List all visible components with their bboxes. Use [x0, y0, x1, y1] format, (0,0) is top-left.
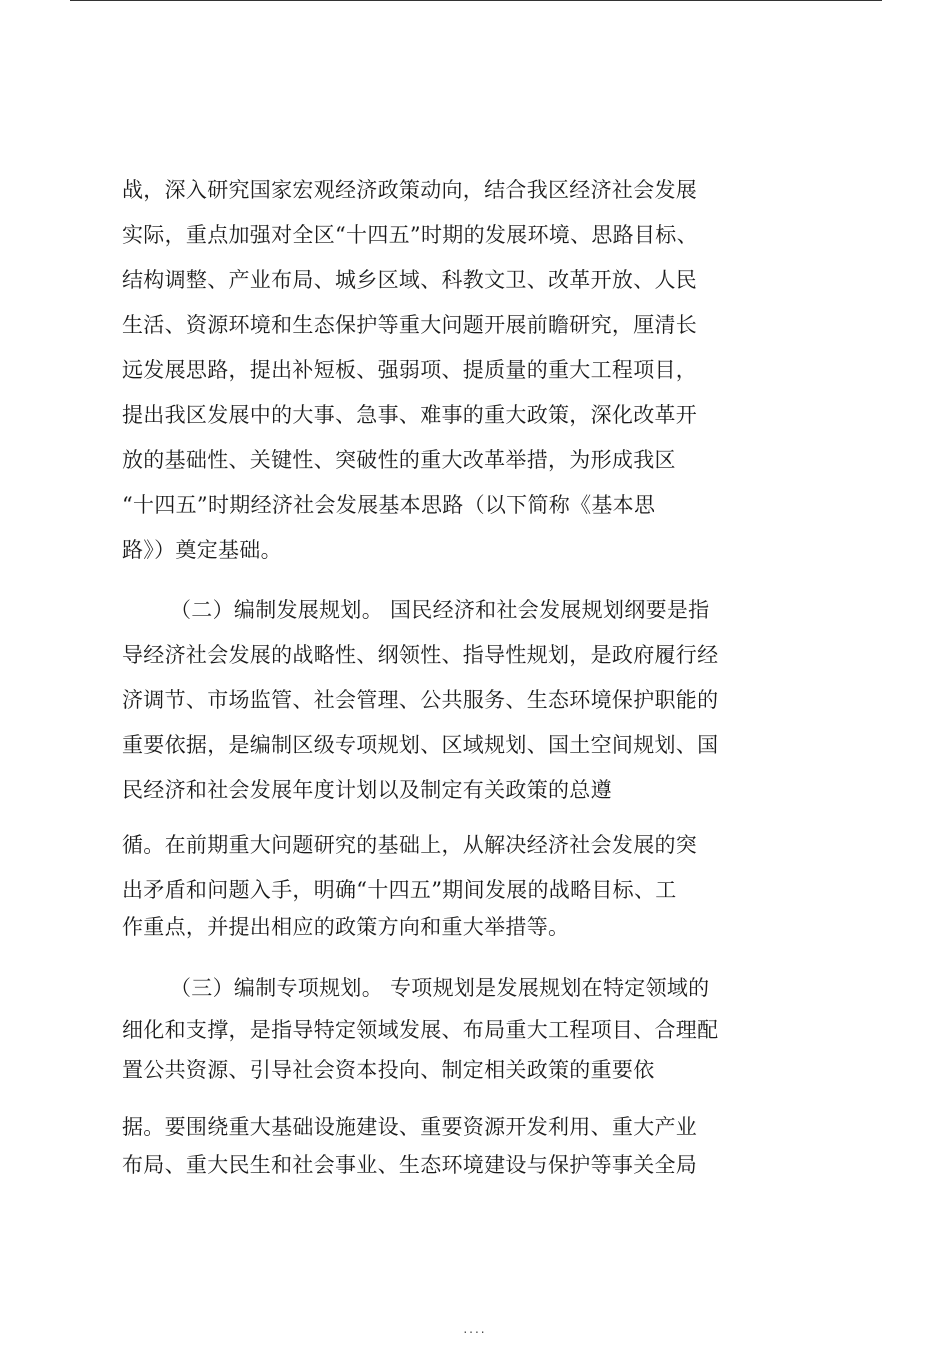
text-line: 战，深入研究国家宏观经济政策动向，结合我区经济社会发展 — [122, 178, 698, 202]
top-rule — [70, 0, 882, 1]
text-line: “十四五”时期经济社会发展基本思路（以下简称《基本思 — [122, 493, 656, 517]
text-line: 放的基础性、关键性、突破性的重大改革举措，为形成我区 — [122, 448, 676, 472]
paragraph-heading-line: （三）编制专项规划。 专项规划是发展规划在特定领域的 — [170, 976, 710, 1000]
text-line: 布局、重大民生和社会事业、生态环境建设与保护等事关全局 — [122, 1153, 698, 1177]
text-line: 作重点，并提出相应的政策方向和重大举措等。 — [122, 915, 570, 939]
page-footer-marker: .... — [463, 1322, 487, 1336]
text-line: 民经济和社会发展年度计划以及制定有关政策的总遵 — [122, 778, 612, 802]
text-line: 循。在前期重大问题研究的基础上，从解决经济社会发展的突 — [122, 833, 698, 857]
text-line: 路》）奠定基础。 — [122, 538, 282, 562]
paragraph-heading-line: （二）编制发展规划。 国民经济和社会发展规划纲要是指 — [170, 598, 710, 622]
text-line: 提出我区发展中的大事、急事、难事的重大政策，深化改革开 — [122, 403, 698, 427]
text-line: 细化和支撑，是指导特定领域发展、布局重大工程项目、合理配 — [122, 1018, 719, 1042]
text-line: 远发展思路，提出补短板、强弱项、提质量的重大工程项目， — [122, 358, 698, 382]
text-line: 置公共资源、引导社会资本投向、制定相关政策的重要依 — [122, 1058, 655, 1082]
text-line: 生活、资源环境和生态保护等重大问题开展前瞻研究，厘清长 — [122, 313, 698, 337]
text-line: 重要依据，是编制区级专项规划、区域规划、国土空间规划、国 — [122, 733, 719, 757]
text-line: 实际，重点加强对全区“十四五”时期的发展环境、思路目标、 — [122, 223, 698, 247]
text-line: 济调节、市场监管、社会管理、公共服务、生态环境保护职能的 — [122, 688, 719, 712]
text-line: 出矛盾和问题入手，明确“十四五”期间发展的战略目标、工 — [122, 878, 677, 902]
text-line: 结构调整、产业布局、城乡区域、科教文卫、改革开放、人民 — [122, 268, 698, 292]
text-line: 据。要围绕重大基础设施建设、重要资源开发利用、重大产业 — [122, 1115, 698, 1139]
text-line: 导经济社会发展的战略性、纲领性、指导性规划，是政府履行经 — [122, 643, 719, 667]
